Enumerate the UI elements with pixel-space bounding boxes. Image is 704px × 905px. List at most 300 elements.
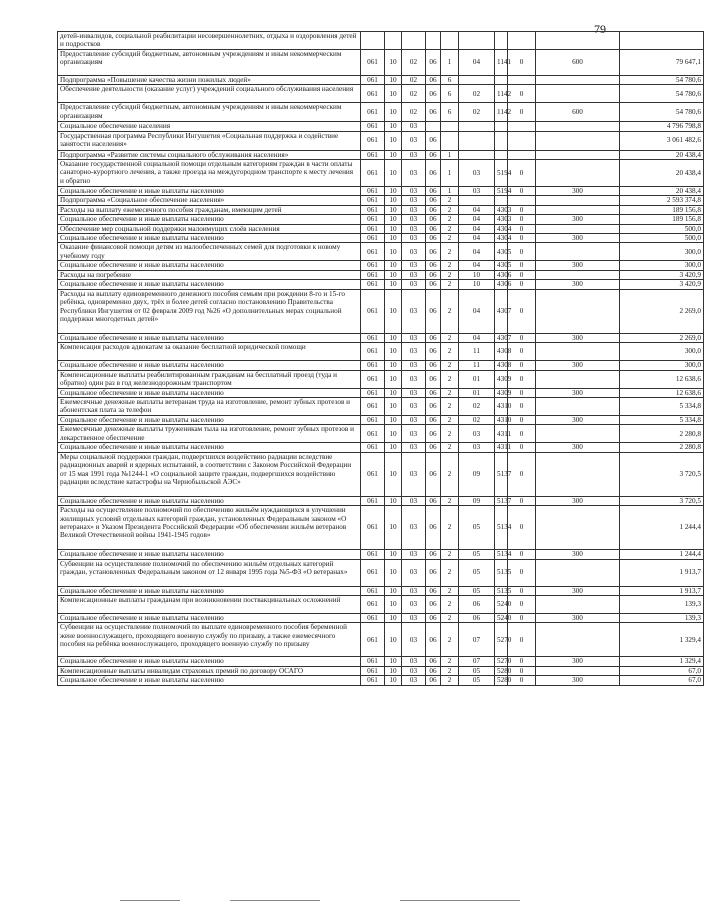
- main-activity-code-cell: 11: [459, 343, 495, 361]
- main-activity-code-cell: [459, 196, 495, 205]
- amount-cell: [620, 32, 704, 50]
- main-activity-code-cell: 01: [459, 388, 495, 397]
- admin-code-cell: 061: [361, 550, 385, 559]
- subsection-code-cell: 03: [402, 243, 426, 261]
- amount-cell: 3 420,9: [620, 270, 704, 279]
- main-activity-code-cell: 04: [459, 243, 495, 261]
- direction-code-cell: [495, 75, 508, 84]
- direction-code-cell: 4307: [495, 289, 508, 333]
- subsection-code-cell: 03: [402, 676, 426, 685]
- section-code-cell: [385, 32, 402, 50]
- main-activity-code-cell: 03: [459, 160, 495, 187]
- subprogram-code-cell: 2: [441, 388, 459, 397]
- admin-code-cell: 061: [361, 122, 385, 131]
- sub-direction-code-cell: [508, 75, 536, 84]
- amount-cell: 300,0: [620, 243, 704, 261]
- main-activity-code-cell: 07: [459, 623, 495, 657]
- table-row: [58, 425, 704, 443]
- sub-direction-code-cell: [508, 196, 536, 205]
- section-code-cell: 10: [385, 103, 402, 122]
- subsection-code-cell: 03: [402, 234, 426, 243]
- program-code-cell: 06: [426, 75, 441, 84]
- amount-cell: 139,3: [620, 613, 704, 622]
- table-row: [58, 270, 704, 279]
- sub-direction-code-cell: 0: [508, 388, 536, 397]
- section-code-cell: 10: [385, 370, 402, 388]
- row-name-cell: Социальное обеспечение и иные выплаты населению: [58, 333, 361, 342]
- admin-code-cell: 061: [361, 676, 385, 685]
- subprogram-code-cell: 2: [441, 452, 459, 496]
- subprogram-code-cell: [441, 122, 459, 131]
- program-code-cell: 06: [426, 196, 441, 205]
- program-code-cell: [426, 32, 441, 50]
- program-code-cell: 06: [426, 388, 441, 397]
- table-row: [58, 243, 704, 261]
- subprogram-code-cell: 2: [441, 415, 459, 424]
- sub-direction-code-cell: 0: [508, 49, 536, 75]
- program-code-cell: 06: [426, 361, 441, 370]
- subprogram-code-cell: 2: [441, 550, 459, 559]
- section-code-cell: 10: [385, 289, 402, 333]
- row-name-cell: Расходы на выплату единовременного денежного пособия семьям при рождении 8-го и 15-го ребёнка, одновременно двух, трёх и более детей согласно постановлению Правительства Республики Ингушетия от 02 февраля 2009 год №26 «О дополнительных мерах социальной поддержки многодетных детей»: [58, 289, 361, 333]
- direction-code-cell: 4305: [495, 261, 508, 270]
- direction-code-cell: 5137: [495, 496, 508, 505]
- program-code-cell: 06: [426, 586, 441, 595]
- subprogram-code-cell: 2: [441, 613, 459, 622]
- sub-direction-code-cell: 0: [508, 289, 536, 333]
- program-code-cell: 06: [426, 131, 441, 150]
- admin-code-cell: 061: [361, 289, 385, 333]
- expense-type-code-cell: 300: [536, 187, 620, 196]
- amount-cell: 20 438,4: [620, 150, 704, 159]
- admin-code-cell: 061: [361, 270, 385, 279]
- direction-code-cell: 4303: [495, 215, 508, 224]
- subsection-code-cell: 03: [402, 187, 426, 196]
- admin-code-cell: 061: [361, 657, 385, 666]
- section-code-cell: 10: [385, 676, 402, 685]
- subsection-code-cell: 03: [402, 613, 426, 622]
- admin-code-cell: 061: [361, 388, 385, 397]
- program-code-cell: 06: [426, 85, 441, 103]
- expense-type-code-cell: [536, 196, 620, 205]
- amount-cell: 2 280,8: [620, 443, 704, 452]
- direction-code-cell: 5194: [495, 160, 508, 187]
- main-activity-code-cell: 01: [459, 370, 495, 388]
- expense-type-code-cell: [536, 243, 620, 261]
- amount-cell: 1 329,4: [620, 623, 704, 657]
- table-row: [58, 131, 704, 150]
- subsection-code-cell: 02: [402, 103, 426, 122]
- main-activity-code-cell: 06: [459, 613, 495, 622]
- direction-code-cell: [495, 196, 508, 205]
- direction-code-cell: 4309: [495, 388, 508, 397]
- amount-cell: 1 244,4: [620, 550, 704, 559]
- program-code-cell: 06: [426, 613, 441, 622]
- section-code-cell: 10: [385, 657, 402, 666]
- row-name-cell: Социальное обеспечение и иные выплаты населению: [58, 415, 361, 424]
- direction-code-cell: 4304: [495, 224, 508, 233]
- amount-cell: 189 156,8: [620, 205, 704, 214]
- main-activity-code-cell: 07: [459, 657, 495, 666]
- expense-type-code-cell: [536, 289, 620, 333]
- sub-direction-code-cell: 0: [508, 666, 536, 675]
- admin-code-cell: 061: [361, 160, 385, 187]
- amount-cell: 54 780,6: [620, 103, 704, 122]
- table-row: [58, 657, 704, 666]
- admin-code-cell: 061: [361, 49, 385, 75]
- amount-cell: 67,0: [620, 676, 704, 685]
- subsection-code-cell: 03: [402, 224, 426, 233]
- table-row: [58, 85, 704, 103]
- table-row: [58, 150, 704, 159]
- subsection-code-cell: 03: [402, 595, 426, 613]
- subsection-code-cell: 03: [402, 343, 426, 361]
- sub-direction-code-cell: 0: [508, 595, 536, 613]
- subprogram-code-cell: 2: [441, 595, 459, 613]
- subprogram-code-cell: 2: [441, 243, 459, 261]
- direction-code-cell: 4306: [495, 270, 508, 279]
- row-name-cell: Социальное обеспечение и иные выплаты населению: [58, 676, 361, 685]
- scan-edge: [0, 897, 640, 905]
- program-code-cell: 06: [426, 666, 441, 675]
- expense-type-code-cell: 300: [536, 261, 620, 270]
- direction-code-cell: 1142: [495, 85, 508, 103]
- program-code-cell: 06: [426, 452, 441, 496]
- admin-code-cell: 061: [361, 187, 385, 196]
- direction-code-cell: 5270: [495, 657, 508, 666]
- main-activity-code-cell: 03: [459, 187, 495, 196]
- section-code-cell: 10: [385, 243, 402, 261]
- expense-type-code-cell: 300: [536, 280, 620, 289]
- row-name-cell: Социальное обеспечение и иные выплаты населению: [58, 388, 361, 397]
- expense-type-code-cell: 300: [536, 333, 620, 342]
- table-row: [58, 361, 704, 370]
- amount-cell: 1 913,7: [620, 586, 704, 595]
- main-activity-code-cell: 10: [459, 270, 495, 279]
- sub-direction-code-cell: 0: [508, 205, 536, 214]
- main-activity-code-cell: 02: [459, 415, 495, 424]
- sub-direction-code-cell: 0: [508, 550, 536, 559]
- subprogram-code-cell: 2: [441, 586, 459, 595]
- section-code-cell: 10: [385, 215, 402, 224]
- admin-code-cell: 061: [361, 215, 385, 224]
- sub-direction-code-cell: 0: [508, 452, 536, 496]
- subsection-code-cell: 03: [402, 289, 426, 333]
- sub-direction-code-cell: 0: [508, 443, 536, 452]
- amount-cell: 79 647,1: [620, 49, 704, 75]
- table-row: [58, 443, 704, 452]
- sub-direction-code-cell: 0: [508, 676, 536, 685]
- row-name-cell: Социальное обеспечение и иные выплаты населению: [58, 496, 361, 505]
- direction-code-cell: [495, 32, 508, 50]
- sub-direction-code-cell: 0: [508, 586, 536, 595]
- main-activity-code-cell: 03: [459, 443, 495, 452]
- subsection-code-cell: 03: [402, 150, 426, 159]
- main-activity-code-cell: 05: [459, 559, 495, 586]
- admin-code-cell: 061: [361, 415, 385, 424]
- subprogram-code-cell: 2: [441, 676, 459, 685]
- direction-code-cell: 4309: [495, 370, 508, 388]
- subprogram-code-cell: [441, 32, 459, 50]
- program-code-cell: 06: [426, 150, 441, 159]
- section-code-cell: 10: [385, 415, 402, 424]
- subsection-code-cell: 03: [402, 452, 426, 496]
- expense-type-code-cell: [536, 666, 620, 675]
- row-name-cell: Компенсационные выплаты реабилитированным гражданам на бесплатный проезд (туда и обратно) один раз в год железнодорожным транспортом: [58, 370, 361, 388]
- row-name-cell: Социальное обеспечение и иные выплаты населению: [58, 586, 361, 595]
- program-code-cell: 06: [426, 657, 441, 666]
- section-code-cell: 10: [385, 586, 402, 595]
- row-name-cell: Обеспечение деятельности (оказание услуг) учреждений социального обслуживания населения: [58, 85, 361, 103]
- expense-type-code-cell: [536, 160, 620, 187]
- amount-cell: 3 420,9: [620, 280, 704, 289]
- table-row: [58, 215, 704, 224]
- section-code-cell: 10: [385, 506, 402, 550]
- sub-direction-code-cell: 0: [508, 343, 536, 361]
- main-activity-code-cell: 04: [459, 215, 495, 224]
- direction-code-cell: 5135: [495, 559, 508, 586]
- program-code-cell: 06: [426, 270, 441, 279]
- amount-cell: 1 329,4: [620, 657, 704, 666]
- table-row: [58, 586, 704, 595]
- admin-code-cell: 061: [361, 150, 385, 159]
- section-code-cell: 10: [385, 397, 402, 415]
- subprogram-code-cell: 2: [441, 361, 459, 370]
- page-number: 79: [594, 22, 606, 36]
- subsection-code-cell: 03: [402, 370, 426, 388]
- main-activity-code-cell: 04: [459, 333, 495, 342]
- amount-cell: 5 334,8: [620, 415, 704, 424]
- direction-code-cell: 4310: [495, 415, 508, 424]
- expense-type-code-cell: [536, 224, 620, 233]
- expense-type-code-cell: [536, 85, 620, 103]
- admin-code-cell: 061: [361, 224, 385, 233]
- row-name-cell: Государственная программа Республики Ингушетия «Социальная поддержка и содействие занятости населения»: [58, 131, 361, 150]
- subprogram-code-cell: 2: [441, 224, 459, 233]
- section-code-cell: 10: [385, 85, 402, 103]
- table-row: [58, 676, 704, 685]
- main-activity-code-cell: 04: [459, 205, 495, 214]
- admin-code-cell: 061: [361, 361, 385, 370]
- sub-direction-code-cell: 0: [508, 333, 536, 342]
- amount-cell: 1 913,7: [620, 559, 704, 586]
- subsection-code-cell: 03: [402, 397, 426, 415]
- table-row: [58, 280, 704, 289]
- program-code-cell: 06: [426, 160, 441, 187]
- admin-code-cell: 061: [361, 196, 385, 205]
- direction-code-cell: 5270: [495, 623, 508, 657]
- subprogram-code-cell: 2: [441, 270, 459, 279]
- section-code-cell: 10: [385, 623, 402, 657]
- subsection-code-cell: 03: [402, 261, 426, 270]
- row-name-cell: Подпрограмма «Развитие системы социального обслуживания населения»: [58, 150, 361, 159]
- program-code-cell: 06: [426, 187, 441, 196]
- subsection-code-cell: 03: [402, 205, 426, 214]
- section-code-cell: 10: [385, 333, 402, 342]
- table-row: [58, 205, 704, 214]
- admin-code-cell: 061: [361, 103, 385, 122]
- section-code-cell: 10: [385, 550, 402, 559]
- section-code-cell: 10: [385, 234, 402, 243]
- sub-direction-code-cell: [508, 150, 536, 159]
- direction-code-cell: 5280: [495, 676, 508, 685]
- row-name-cell: Меры социальной поддержки граждан, подвергшихся воздействию радиации вследствие радиационных аварий и ядерных испытаний, в соответствии с Законом Российской Федерации от 15 мая 1991 года №1244-1 «О социальной защите граждан, подвергшихся воздействию радиации вследствие катастрофы на Чернобыльской АЭС»: [58, 452, 361, 496]
- program-code-cell: 06: [426, 370, 441, 388]
- direction-code-cell: [495, 122, 508, 131]
- admin-code-cell: 061: [361, 234, 385, 243]
- program-code-cell: 06: [426, 215, 441, 224]
- main-activity-code-cell: 09: [459, 496, 495, 505]
- subprogram-code-cell: 2: [441, 261, 459, 270]
- expense-type-code-cell: 300: [536, 388, 620, 397]
- budget-table: [57, 31, 704, 686]
- expense-type-code-cell: [536, 32, 620, 50]
- table-row: [58, 333, 704, 342]
- amount-cell: 500,0: [620, 224, 704, 233]
- amount-cell: 12 638,6: [620, 388, 704, 397]
- subsection-code-cell: 03: [402, 215, 426, 224]
- program-code-cell: 06: [426, 243, 441, 261]
- main-activity-code-cell: 04: [459, 224, 495, 233]
- admin-code-cell: 061: [361, 496, 385, 505]
- section-code-cell: 10: [385, 187, 402, 196]
- subprogram-code-cell: 1: [441, 150, 459, 159]
- table-row: [58, 234, 704, 243]
- sub-direction-code-cell: 0: [508, 559, 536, 586]
- direction-code-cell: [495, 131, 508, 150]
- subprogram-code-cell: 2: [441, 506, 459, 550]
- subprogram-code-cell: [441, 131, 459, 150]
- admin-code-cell: 061: [361, 623, 385, 657]
- admin-code-cell: 061: [361, 425, 385, 443]
- amount-cell: 300,0: [620, 261, 704, 270]
- expense-type-code-cell: [536, 425, 620, 443]
- sub-direction-code-cell: 0: [508, 270, 536, 279]
- direction-code-cell: 4311: [495, 425, 508, 443]
- section-code-cell: 10: [385, 595, 402, 613]
- program-code-cell: [426, 122, 441, 131]
- amount-cell: 4 796 798,8: [620, 122, 704, 131]
- program-code-cell: 06: [426, 49, 441, 75]
- amount-cell: 12 638,6: [620, 370, 704, 388]
- expense-type-code-cell: [536, 559, 620, 586]
- admin-code-cell: 061: [361, 370, 385, 388]
- program-code-cell: 06: [426, 496, 441, 505]
- table-row: [58, 623, 704, 657]
- direction-code-cell: 4303: [495, 205, 508, 214]
- expense-type-code-cell: 300: [536, 613, 620, 622]
- main-activity-code-cell: [459, 150, 495, 159]
- expense-type-code-cell: 300: [536, 550, 620, 559]
- expense-type-code-cell: [536, 452, 620, 496]
- row-name-cell: Социальное обеспечение и иные выплаты населению: [58, 550, 361, 559]
- subprogram-code-cell: 2: [441, 425, 459, 443]
- section-code-cell: 10: [385, 205, 402, 214]
- subprogram-code-cell: 2: [441, 343, 459, 361]
- table-row: [58, 559, 704, 586]
- table-row: [58, 613, 704, 622]
- section-code-cell: 10: [385, 443, 402, 452]
- sub-direction-code-cell: 0: [508, 103, 536, 122]
- sub-direction-code-cell: 0: [508, 506, 536, 550]
- direction-code-cell: 5240: [495, 613, 508, 622]
- admin-code-cell: 061: [361, 595, 385, 613]
- table-row: [58, 261, 704, 270]
- row-name-cell: Субвенции на осуществление полномочий по выплате единовременного пособия беременной жене военнослужащего, проходящего военную службу по призыву, а также ежемесячного пособия на ребёнка военнослужащего, проходящего военную службу по призыву: [58, 623, 361, 657]
- expense-type-code-cell: 300: [536, 415, 620, 424]
- sub-direction-code-cell: 0: [508, 280, 536, 289]
- expense-type-code-cell: [536, 205, 620, 214]
- amount-cell: 3 720,5: [620, 452, 704, 496]
- subsection-code-cell: 03: [402, 196, 426, 205]
- program-code-cell: 06: [426, 280, 441, 289]
- main-activity-code-cell: 02: [459, 397, 495, 415]
- program-code-cell: 06: [426, 559, 441, 586]
- expense-type-code-cell: [536, 397, 620, 415]
- program-code-cell: 06: [426, 333, 441, 342]
- expense-type-code-cell: 300: [536, 586, 620, 595]
- main-activity-code-cell: 06: [459, 595, 495, 613]
- row-name-cell: Оказание финансовой помощи детям из малообеспеченных семей для подготовки к новому учебному году: [58, 243, 361, 261]
- section-code-cell: 10: [385, 160, 402, 187]
- section-code-cell: 10: [385, 666, 402, 675]
- direction-code-cell: 5240: [495, 595, 508, 613]
- direction-code-cell: 5280: [495, 666, 508, 675]
- row-name-cell: Подпрограмма «Повышение качества жизни пожилых людей»: [58, 75, 361, 84]
- subsection-code-cell: 03: [402, 425, 426, 443]
- section-code-cell: 10: [385, 196, 402, 205]
- amount-cell: 2 269,0: [620, 333, 704, 342]
- subsection-code-cell: 03: [402, 160, 426, 187]
- sub-direction-code-cell: 0: [508, 370, 536, 388]
- row-name-cell: Подпрограмма «Социальное обеспечение населения»: [58, 196, 361, 205]
- section-code-cell: 10: [385, 452, 402, 496]
- table-row: [58, 550, 704, 559]
- expense-type-code-cell: [536, 370, 620, 388]
- section-code-cell: 10: [385, 122, 402, 131]
- table-row: [58, 415, 704, 424]
- admin-code-cell: 061: [361, 559, 385, 586]
- sub-direction-code-cell: 0: [508, 215, 536, 224]
- expense-type-code-cell: 300: [536, 676, 620, 685]
- table-row: [58, 103, 704, 122]
- sub-direction-code-cell: 0: [508, 657, 536, 666]
- main-activity-code-cell: [459, 75, 495, 84]
- section-code-cell: 10: [385, 75, 402, 84]
- section-code-cell: 10: [385, 388, 402, 397]
- table-row: [58, 49, 704, 75]
- subsection-code-cell: 03: [402, 388, 426, 397]
- subprogram-code-cell: 6: [441, 103, 459, 122]
- amount-cell: 54 780,6: [620, 85, 704, 103]
- expense-type-code-cell: 300: [536, 361, 620, 370]
- direction-code-cell: 5137: [495, 452, 508, 496]
- amount-cell: 2 593 374,8: [620, 196, 704, 205]
- program-code-cell: 06: [426, 397, 441, 415]
- table-row: [58, 343, 704, 361]
- main-activity-code-cell: 11: [459, 361, 495, 370]
- amount-cell: 3 720,5: [620, 496, 704, 505]
- row-name-cell: Компенсационные выплаты гражданам при возникновении поствакцинальных осложнений: [58, 595, 361, 613]
- row-name-cell: детей-инвалидов, социальной реабилитации несовершеннолетних, отдыха и оздоровления детей и подростков: [58, 32, 361, 50]
- direction-code-cell: 4308: [495, 343, 508, 361]
- expense-type-code-cell: 600: [536, 103, 620, 122]
- subprogram-code-cell: 2: [441, 397, 459, 415]
- program-code-cell: 06: [426, 103, 441, 122]
- direction-code-cell: 5194: [495, 187, 508, 196]
- expense-type-code-cell: [536, 506, 620, 550]
- program-code-cell: 06: [426, 343, 441, 361]
